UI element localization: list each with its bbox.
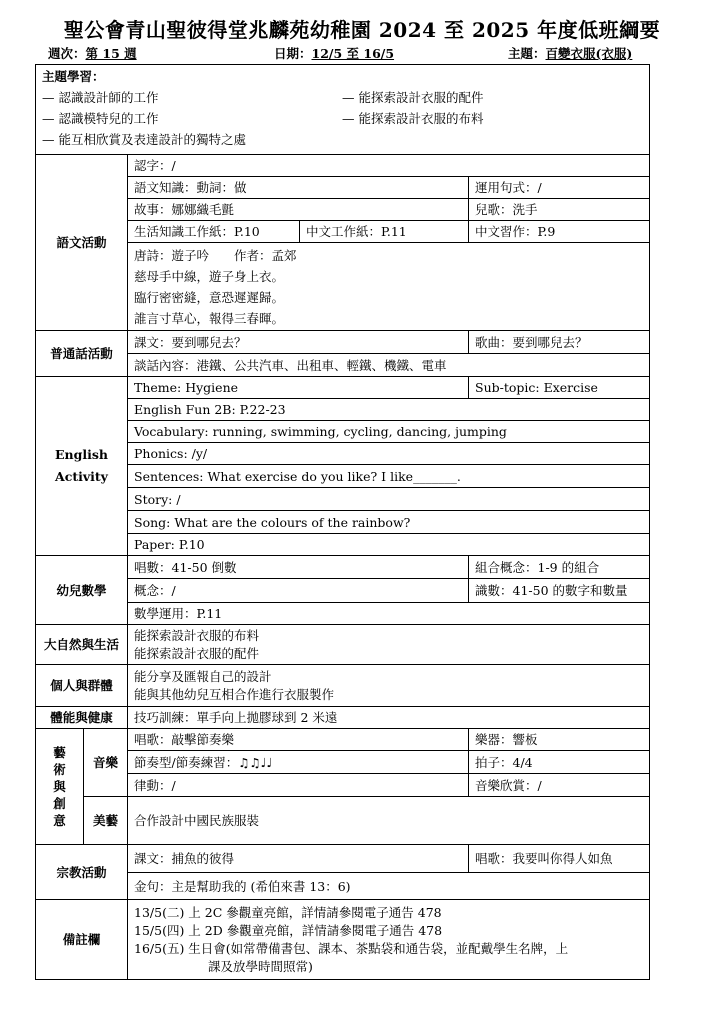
nature-line: 能探索設計衣服的布料 — [134, 627, 260, 643]
english-song: Song: What are the colours of the rainbow? — [128, 511, 650, 534]
music-sing: 唱歌：敲擊節奏樂 — [128, 729, 469, 751]
english-label-line1: English — [55, 447, 108, 462]
math-concept: 概念：/ — [128, 579, 469, 603]
word-recognition: 認字：/ — [128, 155, 650, 177]
poem-line: 慈母手中線，遊子身上衣。 — [134, 268, 285, 284]
remark-line: 16/5(五) 生日會(如常帶備書包、課本、茶點袋和通告袋，並配戴學生名牌，上 — [134, 940, 569, 956]
religion-lesson: 課文：捕魚的彼得 — [128, 845, 469, 873]
music-appreciation: 音樂欣賞：/ — [469, 774, 650, 797]
theme-value: 百變衣服(衣服) — [545, 46, 633, 61]
date-info — [274, 44, 394, 62]
objective-item: — 能探索設計衣服的配件 — [342, 90, 484, 105]
week-info — [48, 44, 137, 62]
putonghua-lesson: 課文：要到哪兒去？ — [128, 331, 469, 354]
nature-content — [128, 625, 650, 665]
music-label: 音樂 — [84, 729, 128, 797]
visual-arts-label: 美藝 — [84, 797, 128, 845]
page-title: 聖公會青山聖彼得堂兆麟苑幼稚園 2024 至 2025 年度低班綱要 — [63, 18, 661, 42]
date-value: 12/5 至 16/5 — [311, 46, 395, 61]
physical-content: 技巧訓練：單手向上拋膠球到 2 米遠 — [128, 707, 650, 729]
week-value: 第 15 週 — [85, 46, 137, 61]
english-label-line2: Activity — [55, 469, 108, 484]
visual-arts-content: 合作設計中國民族服裝 — [128, 797, 650, 845]
chinese-worksheet: 中文工作紙：P.11 — [300, 221, 469, 243]
poem-line: 臨行密密縫，意恐遲遲歸。 — [134, 289, 285, 305]
personal-line: 能分享及匯報自己的設計 — [134, 668, 272, 684]
chinese-exercise: 中文習作：P.9 — [469, 221, 650, 243]
curriculum-table — [35, 64, 650, 980]
theme-info — [508, 44, 632, 62]
theme-label: 主題： — [508, 46, 546, 61]
english-story: Story: / — [128, 488, 650, 511]
language-knowledge: 語文知識：動詞：做 — [128, 177, 469, 199]
remarks-content — [128, 900, 650, 980]
english-subtopic: Sub-topic: Exercise — [469, 377, 650, 399]
physical-label: 體能與健康 — [36, 707, 128, 729]
religion-song: 唱歌：我要叫你得人如魚 — [469, 845, 650, 873]
arts-label-char: 創 — [53, 796, 66, 811]
remarks-label: 備註欄 — [36, 900, 128, 980]
putonghua-song: 歌曲：要到哪兒去？ — [469, 331, 650, 354]
arts-label-char: 藝 — [53, 745, 66, 760]
religion-verse: 金句：主是幫助我的 (希伯來書 13：6) — [128, 873, 650, 900]
math-label: 幼兒數學 — [36, 556, 128, 625]
arts-label-char: 意 — [53, 813, 66, 828]
date-label: 日期： — [274, 46, 312, 61]
objective-item: — 認識設計師的工作 — [42, 90, 159, 105]
math-numbers: 識數：41-50 的數字和數量 — [469, 579, 650, 603]
objective-item: — 能互相欣賞及表達設計的獨特之處 — [42, 132, 246, 147]
nature-label: 大自然與生活 — [36, 625, 128, 665]
poem-title: 唐詩：遊子吟 作者：孟郊 — [134, 247, 297, 263]
sentence-pattern: 運用句式：/ — [469, 177, 650, 199]
remark-line: 13/5(二) 上 2C 參觀童亮館，詳情請參閱電子通告 478 — [134, 904, 442, 920]
personal-content — [128, 665, 650, 707]
children-song: 兒歌：洗手 — [469, 199, 650, 221]
english-theme: Theme: Hygiene — [128, 377, 469, 399]
personal-label: 個人與群體 — [36, 665, 128, 707]
english-paper: Paper: P.10 — [128, 534, 650, 556]
math-counting: 唱數：41-50 倒數 — [128, 556, 469, 579]
chinese-label: 語文活動 — [36, 155, 128, 331]
remark-line: 課及放學時間照常) — [208, 958, 313, 974]
objectives-cell — [36, 65, 650, 155]
objectives-heading: 主題學習： — [42, 69, 105, 84]
english-sentences: Sentences: What exercise do you like? I like_______. — [128, 465, 650, 488]
english-label — [36, 377, 128, 556]
english-phonics: Phonics: /y/ — [128, 443, 650, 465]
religion-label: 宗教活動 — [36, 845, 128, 900]
poem-line: 誰言寸草心，報得三春暉。 — [134, 310, 285, 326]
poem-cell — [128, 243, 650, 331]
objective-item: — 認識模特兒的工作 — [42, 111, 159, 126]
music-beat: 拍子：4/4 — [469, 751, 650, 774]
english-book: English Fun 2B: P.22-23 — [128, 399, 650, 421]
putonghua-talk: 談話內容：港鐵、公共汽車、出租車、輕鐵、機鐵、電車 — [128, 354, 650, 377]
personal-line: 能與其他幼兒互相合作進行衣服製作 — [134, 686, 335, 702]
life-worksheet: 生活知識工作紙：P.10 — [128, 221, 300, 243]
arts-label — [36, 729, 84, 845]
week-label: 週次： — [48, 46, 86, 61]
music-rhythm: 節奏型/節奏練習：♫♫♩♩ — [128, 751, 469, 774]
math-combination: 組合概念：1-9 的組合 — [469, 556, 650, 579]
math-application: 數學運用：P.11 — [128, 603, 650, 625]
chinese-story: 故事：娜娜織毛氈 — [128, 199, 469, 221]
arts-label-char: 與 — [53, 779, 66, 794]
remark-line: 15/5(四) 上 2D 參觀童亮館，詳情請參閱電子通告 478 — [134, 922, 443, 938]
nature-line: 能探索設計衣服的配件 — [134, 645, 260, 661]
music-movement: 律動：/ — [128, 774, 469, 797]
english-vocabulary: Vocabulary: running, swimming, cycling, dancing, jumping — [128, 421, 650, 443]
objective-item: — 能探索設計衣服的布料 — [342, 111, 484, 126]
music-instrument: 樂器：響板 — [469, 729, 650, 751]
putonghua-label: 普通話活動 — [36, 331, 128, 377]
arts-label-char: 術 — [53, 762, 66, 777]
